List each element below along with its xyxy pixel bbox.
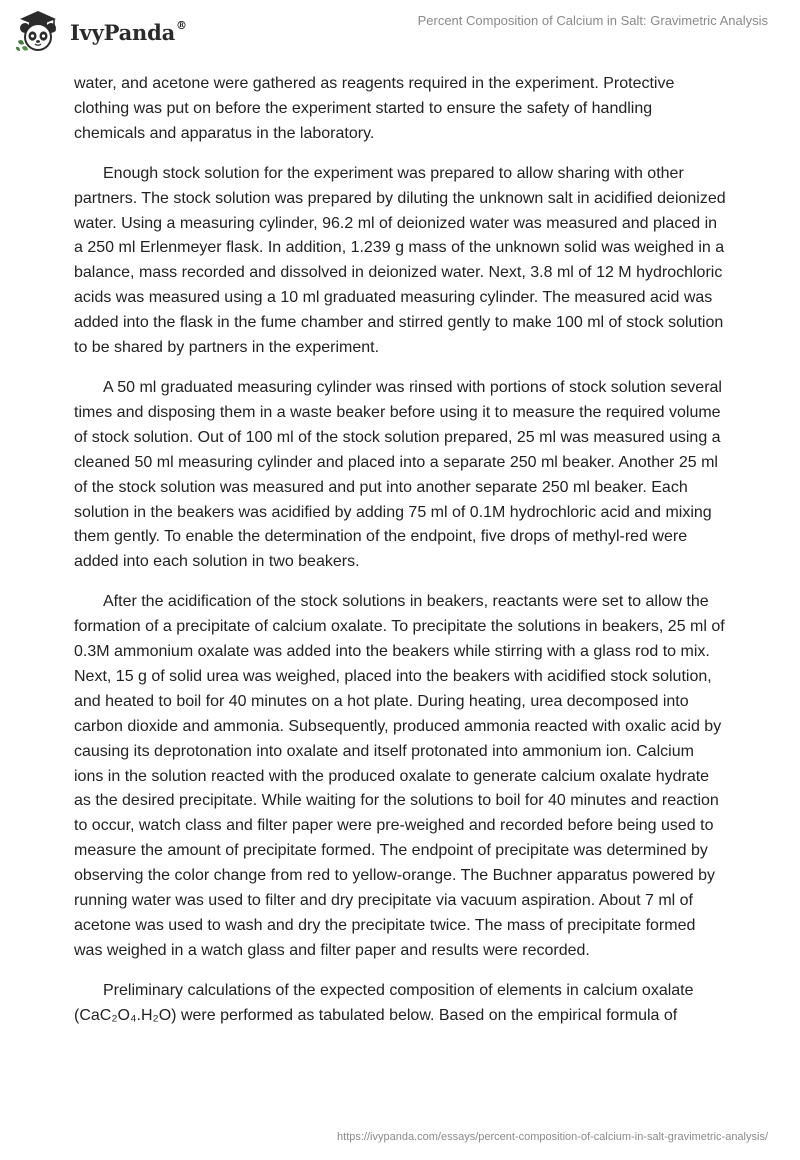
paragraph-1: water, and acetone were gathered as reagents required in the experiment. Protective clothing was put on before the experiment started to ensure the safety of handling chemicals and apparatus in the laboratory. xyxy=(74,75,675,142)
paragraph-5: Preliminary calculations of the expected composition of elements in calcium oxalate (CaC₂O₄.H₂O) were performed as tabulated below. Based on the empirical formula of xyxy=(74,981,694,1024)
source-url[interactable]: https://ivypanda.com/essays/percent-composition-of-calcium-in-salt-gravimetric-analysis/ xyxy=(337,1131,768,1143)
paragraph-2: Enough stock solution for the experiment was prepared to allow sharing with other partners. The stock solution was prepared by diluting the unknown salt in acidified deionized water. Using a measuring cylinder, 96.2 ml of deionized water was measured and placed in a 250 ml Erlenmeyer flask. In addition, 1.239 g mass of the unknown solid was weighed in a balance, mass recorded and dissolved in deionized water. Next, 3.8 ml of 12 M hydrochloric acids was measured using a 10 ml graduated measuring cylinder. The measured acid was added into the flask in the fume chamber and stirred gently to make 100 ml of stock solution to be shared by partners in the experiment. xyxy=(74,164,726,357)
document-title: Percent Composition of Calcium in Salt: Gravimetric Analysis xyxy=(417,13,768,28)
page-header xyxy=(0,0,800,64)
article-body xyxy=(74,72,726,1044)
registered-mark: ® xyxy=(176,18,187,32)
brand-name: IvyPanda® xyxy=(70,18,187,45)
paragraph-3: A 50 ml graduated measuring cylinder was rinsed with portions of stock solution several times and disposing them in a waste beaker before using it to measure the required volume of stock solution. Out of 100 ml of the stock solution prepared, 25 ml was measured using a cleaned 50 ml measuring cylinder and placed into a separate 250 ml beaker. Another 25 ml of the stock solution was measured and put into another separate 250 ml beaker. Each solution in the beakers was acidified by adding 75 ml of 0.1M hydrochloric acid and mixing them gently. To enable the determination of the endpoint, five drops of methyl-red were added into each solution in two beakers. xyxy=(74,378,722,571)
panda-graduate-icon xyxy=(14,9,62,53)
ivypanda-logo[interactable] xyxy=(14,9,187,53)
paragraph-4: After the acidification of the stock solutions in beakers, reactants were set to allow the formation of a precipitate of calcium oxalate. To precipitate the solutions in beakers, 25 ml of 0.3M ammonium oxalate was added into the beakers while stirring with a glass rod to mix. Next, 15 g of solid urea was weighed, placed into the beakers with acidified stock solution, and heated to boil for 40 minutes on a hot plate. During heating, urea decomposed into carbon dioxide and ammonia. Subsequently, produced ammonia reacted with oxalic acid by causing its deprotonation into oxalate and itself protonated into ammonium ion. Calcium ions in the solution reacted with the produced oxalate to generate calcium oxalate hydrate as the desired precipitate. While waiting for the solutions to boil for 40 minutes and reaction to occur, watch class and filter paper were pre-weighed and recorded before being used to measure the amount of precipitate formed. The endpoint of precipitate was determined by observing the color change from red to yellow-orange. The Buchner apparatus powered by running water was used to filter and dry precipitate via vacuum aspiration. About 7 ml of acetone was used to wash and dry the precipitate twice. The mass of precipitate formed was weighed in a watch glass and filter paper and results were recorded. xyxy=(74,593,725,959)
